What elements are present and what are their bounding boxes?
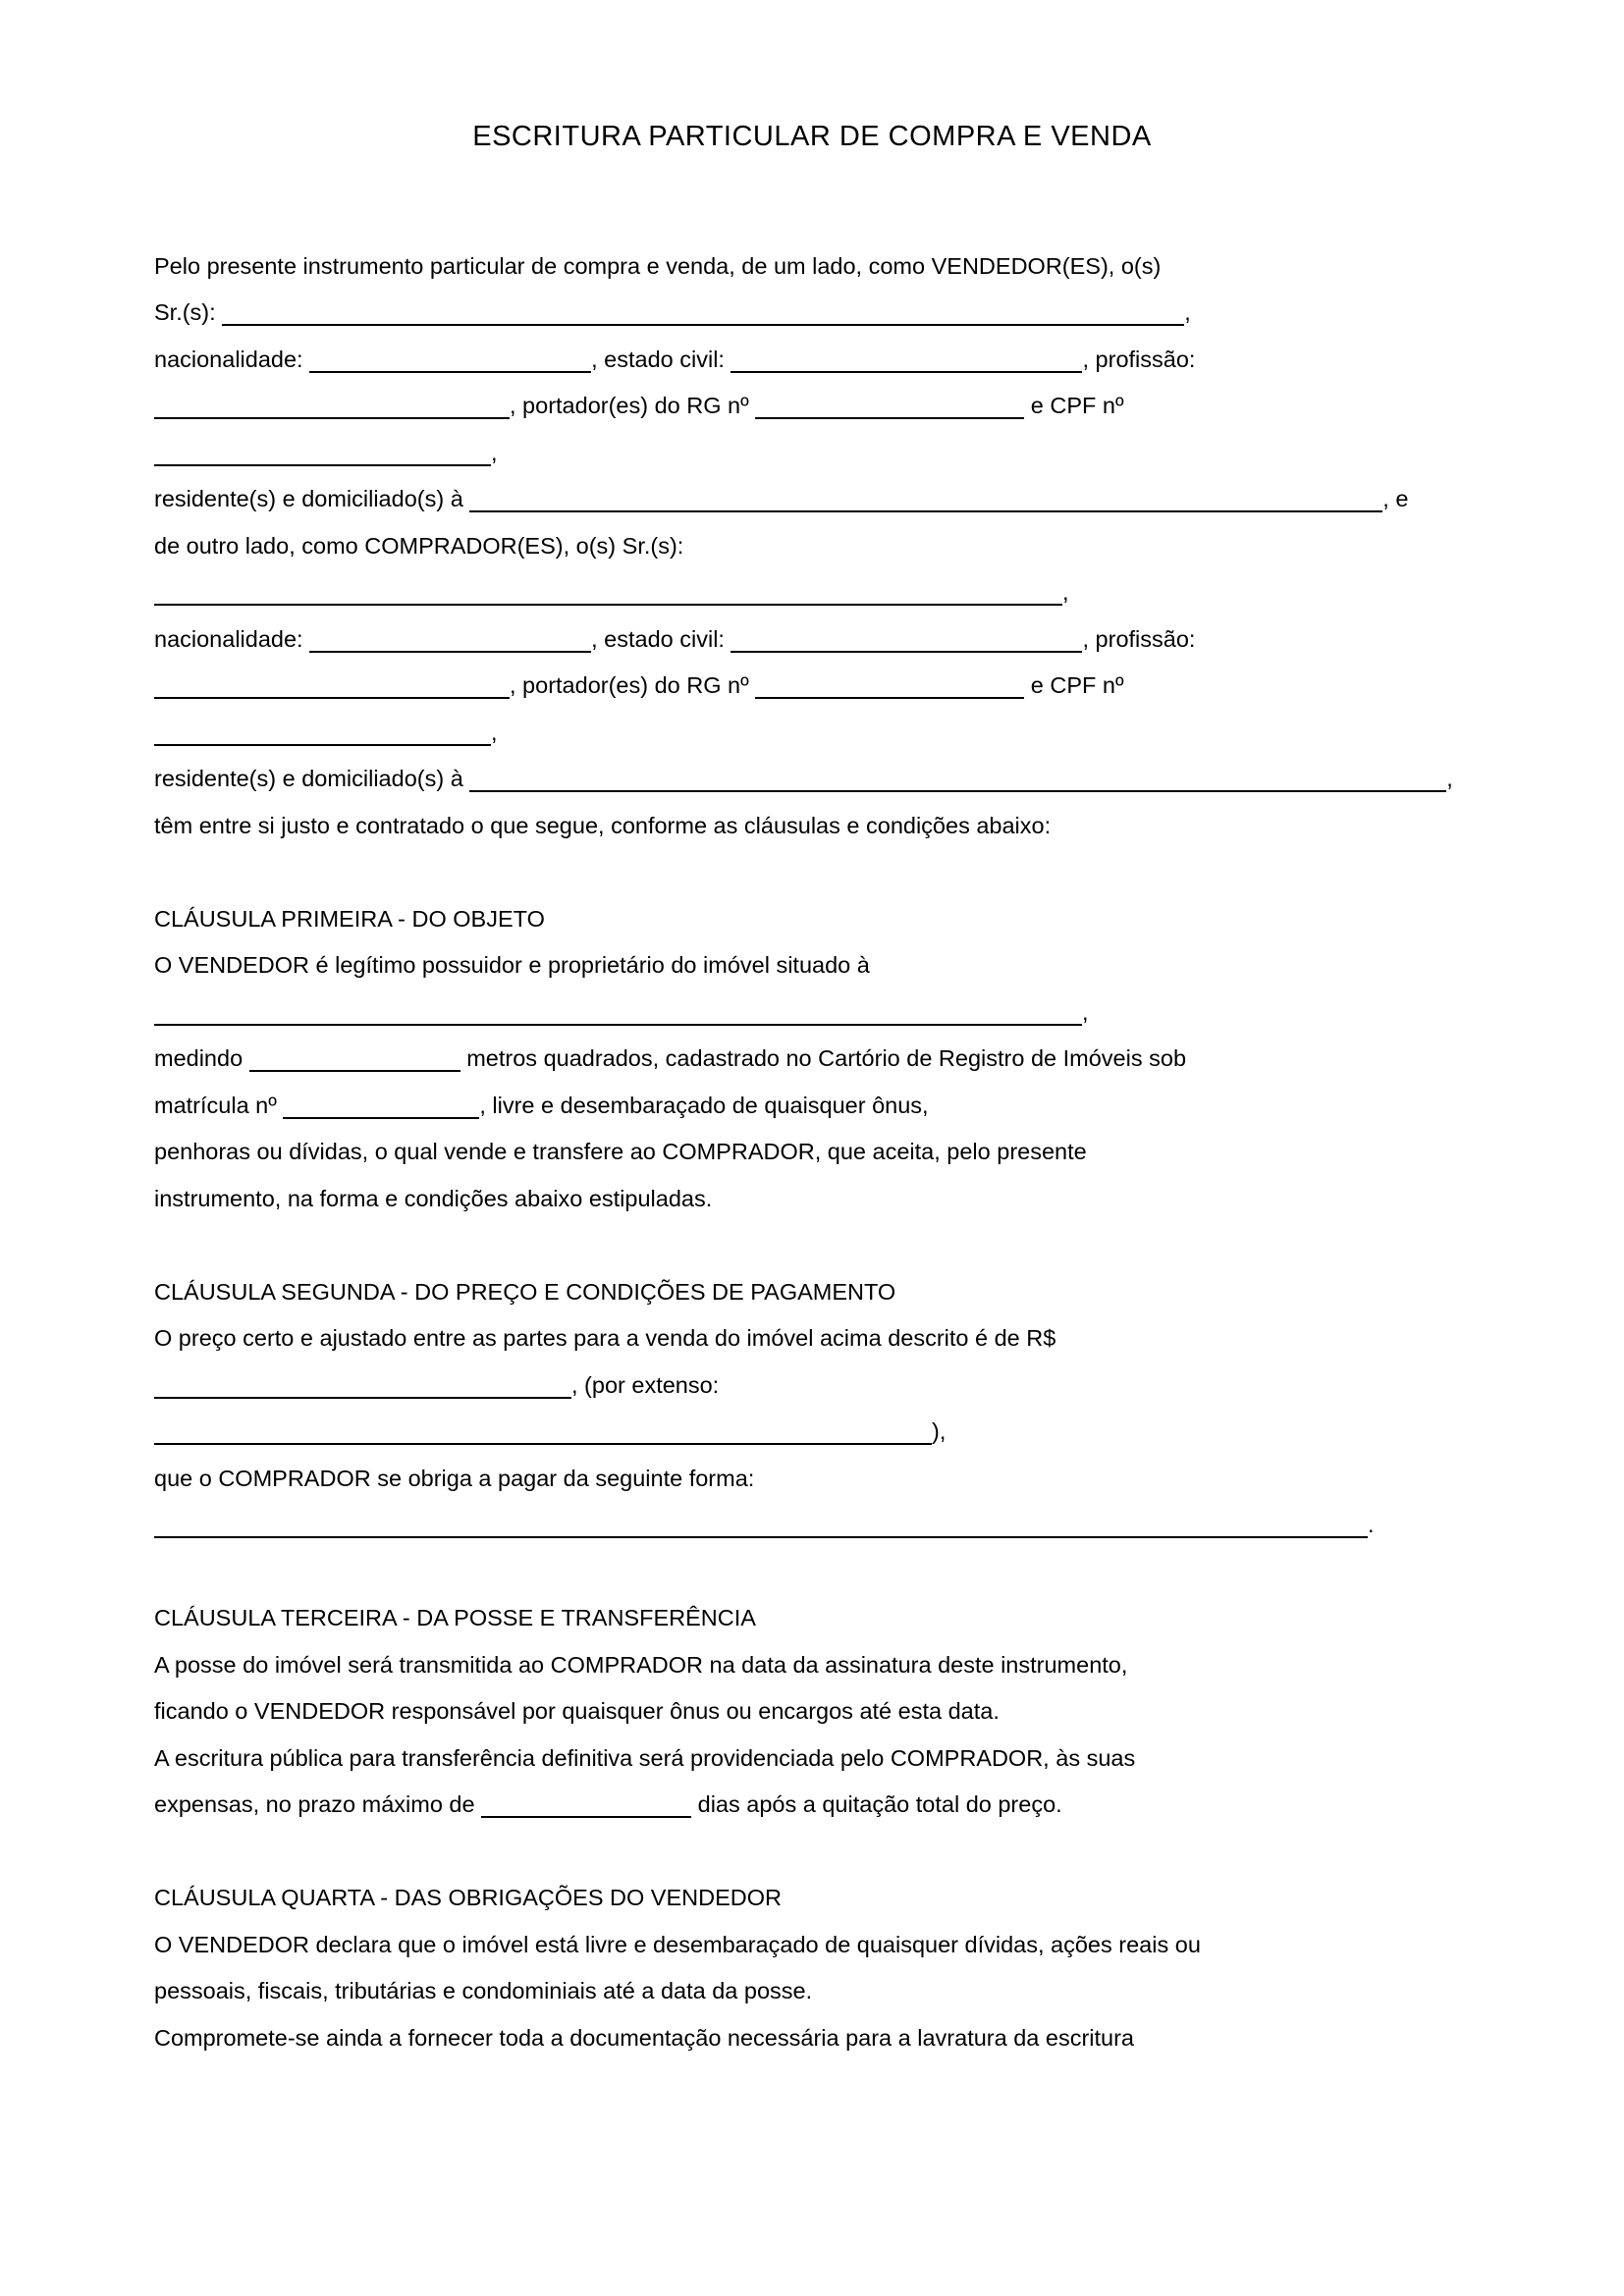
document-title: ESCRITURA PARTICULAR DE COMPRA E VENDA xyxy=(472,121,1152,152)
text-run: , xyxy=(491,439,498,465)
blank-field xyxy=(731,650,1082,653)
text-run: nacionalidade: xyxy=(154,346,310,372)
blank-field xyxy=(154,603,1062,606)
document-line xyxy=(154,1315,1470,1362)
text-run: , profissão: xyxy=(1082,346,1196,372)
text-run: , estado civil: xyxy=(591,625,731,652)
blank-field xyxy=(154,743,491,746)
blank-field xyxy=(283,1116,479,1119)
text-run: pessoais, fiscais, tributárias e condominiais até a data da posse. xyxy=(154,1978,813,2003)
document-line xyxy=(154,1269,1470,1316)
blank-field xyxy=(469,509,1382,512)
blank-field xyxy=(222,323,1184,326)
text-run: A posse do imóvel será transmitida ao COMPRADOR na data da assinatura deste instrumento, xyxy=(154,1651,1128,1678)
document-line xyxy=(154,1176,1470,1223)
document-line xyxy=(154,896,1470,943)
text-run: medindo xyxy=(154,1045,249,1071)
document-line xyxy=(154,1968,1470,2015)
text-run: CLÁUSULA PRIMEIRA - DO OBJETO xyxy=(154,905,545,932)
blank-field xyxy=(469,789,1446,792)
text-run: CLÁUSULA SEGUNDA - DO PREÇO E CONDIÇÕES DE PAGAMENTO xyxy=(154,1278,896,1305)
blank-field xyxy=(154,1535,1368,1538)
text-run: nacionalidade: xyxy=(154,625,310,652)
document-line xyxy=(154,1456,1470,1503)
blank-field xyxy=(154,416,510,419)
blank-field xyxy=(154,696,510,699)
document-line xyxy=(154,243,1470,291)
text-run: Compromete-se ainda a fornecer toda a documentação necessária para a lavratura da escritura xyxy=(154,2024,1134,2051)
document-line xyxy=(154,337,1470,384)
blank-field xyxy=(154,1396,571,1399)
document-line xyxy=(154,1875,1470,1922)
text-run: residente(s) e domiciliado(s) à xyxy=(154,766,470,791)
document-line xyxy=(154,430,1470,477)
text-run: , profissão: xyxy=(1082,625,1196,652)
document-line xyxy=(154,383,1470,430)
blank-field xyxy=(309,650,591,653)
document-line xyxy=(154,710,1470,757)
text-run: dias após a quitação total do preço. xyxy=(691,1791,1062,1817)
text-run: Pelo presente instrumento particular de compra e venda, de um lado, como VENDEDOR(ES), o(s) xyxy=(154,252,1162,279)
text-run: de outro lado, como COMPRADOR(ES), o(s) Sr.(s): xyxy=(154,532,684,559)
document-line xyxy=(154,1036,1470,1083)
text-run: metros quadrados, cadastrado no Cartório de Registro de Imóveis sob xyxy=(460,1045,1187,1071)
text-run: , portador(es) do RG nº xyxy=(510,393,756,418)
document-body xyxy=(154,243,1470,2062)
document-line xyxy=(154,1735,1470,1783)
text-run: , (por extenso: xyxy=(571,1371,720,1398)
text-run: e CPF nº xyxy=(1024,672,1124,698)
text-run: penhoras ou dívidas, o qual vende e transfere ao COMPRADOR, que aceita, pelo presente xyxy=(154,1139,1087,1164)
blank-field xyxy=(755,696,1024,699)
text-run: , portador(es) do RG nº xyxy=(510,672,756,698)
text-run: , xyxy=(1446,766,1453,791)
blank-field xyxy=(154,1023,1082,1026)
document-line xyxy=(154,523,1470,570)
document-line xyxy=(154,663,1470,710)
document-line xyxy=(154,1642,1470,1689)
text-run: residente(s) e domiciliado(s) à xyxy=(154,486,470,511)
document-line xyxy=(154,989,1470,1037)
document-line xyxy=(154,942,1470,989)
document-line xyxy=(154,1782,1470,1829)
document-line xyxy=(154,1549,1470,1596)
document-line xyxy=(154,1688,1470,1735)
text-run: CLÁUSULA TERCEIRA - DA POSSE E TRANSFERÊNCIA xyxy=(154,1605,756,1630)
blank-field xyxy=(309,370,591,373)
document-line xyxy=(154,290,1470,337)
text-run: ficando o VENDEDOR responsável por quaisquer ônus ou encargos até esta data. xyxy=(154,1698,1000,1724)
text-run: expensas, no prazo máximo de xyxy=(154,1791,482,1817)
document-line xyxy=(154,1222,1470,1269)
text-run: , estado civil: xyxy=(591,346,731,372)
document-line xyxy=(154,1922,1470,1969)
text-run: . xyxy=(1368,1512,1375,1537)
document-line xyxy=(154,2015,1470,2062)
document-line xyxy=(154,616,1470,664)
document-line xyxy=(154,1502,1470,1549)
blank-field xyxy=(731,370,1082,373)
text-run: CLÁUSULA QUARTA - DAS OBRIGAÇÕES DO VENDEDOR xyxy=(154,1885,782,1910)
text-run: O VENDEDOR é legítimo possuidor e proprietário do imóvel situado à xyxy=(154,952,870,978)
text-run: que o COMPRADOR se obriga a pagar da seguinte forma: xyxy=(154,1465,755,1491)
blank-field xyxy=(154,463,491,466)
document-line xyxy=(154,1129,1470,1176)
text-run: O preço certo e ajustado entre as partes para a venda do imóvel acima descrito é de R$ xyxy=(154,1325,1056,1351)
blank-field xyxy=(154,1442,932,1445)
text-run: ), xyxy=(932,1418,947,1444)
document-line xyxy=(154,1083,1470,1130)
text-run: instrumento, na forma e condições abaixo estipuladas. xyxy=(154,1185,713,1211)
blank-field xyxy=(481,1815,691,1818)
document-line xyxy=(154,1362,1470,1410)
document-line xyxy=(154,849,1470,896)
document-line xyxy=(154,1595,1470,1642)
text-run: , xyxy=(491,719,498,745)
document-line xyxy=(154,756,1470,803)
text-run: têm entre si justo e contratado o que segue, conforme as cláusulas e condições abaixo: xyxy=(154,812,1052,838)
blank-field xyxy=(249,1069,460,1072)
blank-field xyxy=(755,416,1024,419)
text-run: , xyxy=(1062,579,1069,605)
text-run: , xyxy=(1082,998,1089,1025)
text-run: , xyxy=(1184,299,1191,325)
text-run: e CPF nº xyxy=(1024,393,1124,418)
text-run: O VENDEDOR declara que o imóvel está livre e desembaraçado de quaisquer dívidas, ações reais ou xyxy=(154,1931,1201,1957)
document-line xyxy=(154,1829,1470,1876)
text-run: , livre e desembaraçado de quaisquer ônus, xyxy=(479,1092,929,1118)
document-line xyxy=(154,1409,1470,1456)
document-line xyxy=(154,803,1470,850)
text-run: , e xyxy=(1382,486,1409,511)
document-line xyxy=(154,476,1470,523)
text-run: matrícula nº xyxy=(154,1092,284,1118)
text-run: Sr.(s): xyxy=(154,299,223,325)
document-line xyxy=(154,569,1470,616)
text-run: A escritura pública para transferência definitiva será providenciada pelo COMPRADOR, às suas xyxy=(154,1744,1136,1771)
